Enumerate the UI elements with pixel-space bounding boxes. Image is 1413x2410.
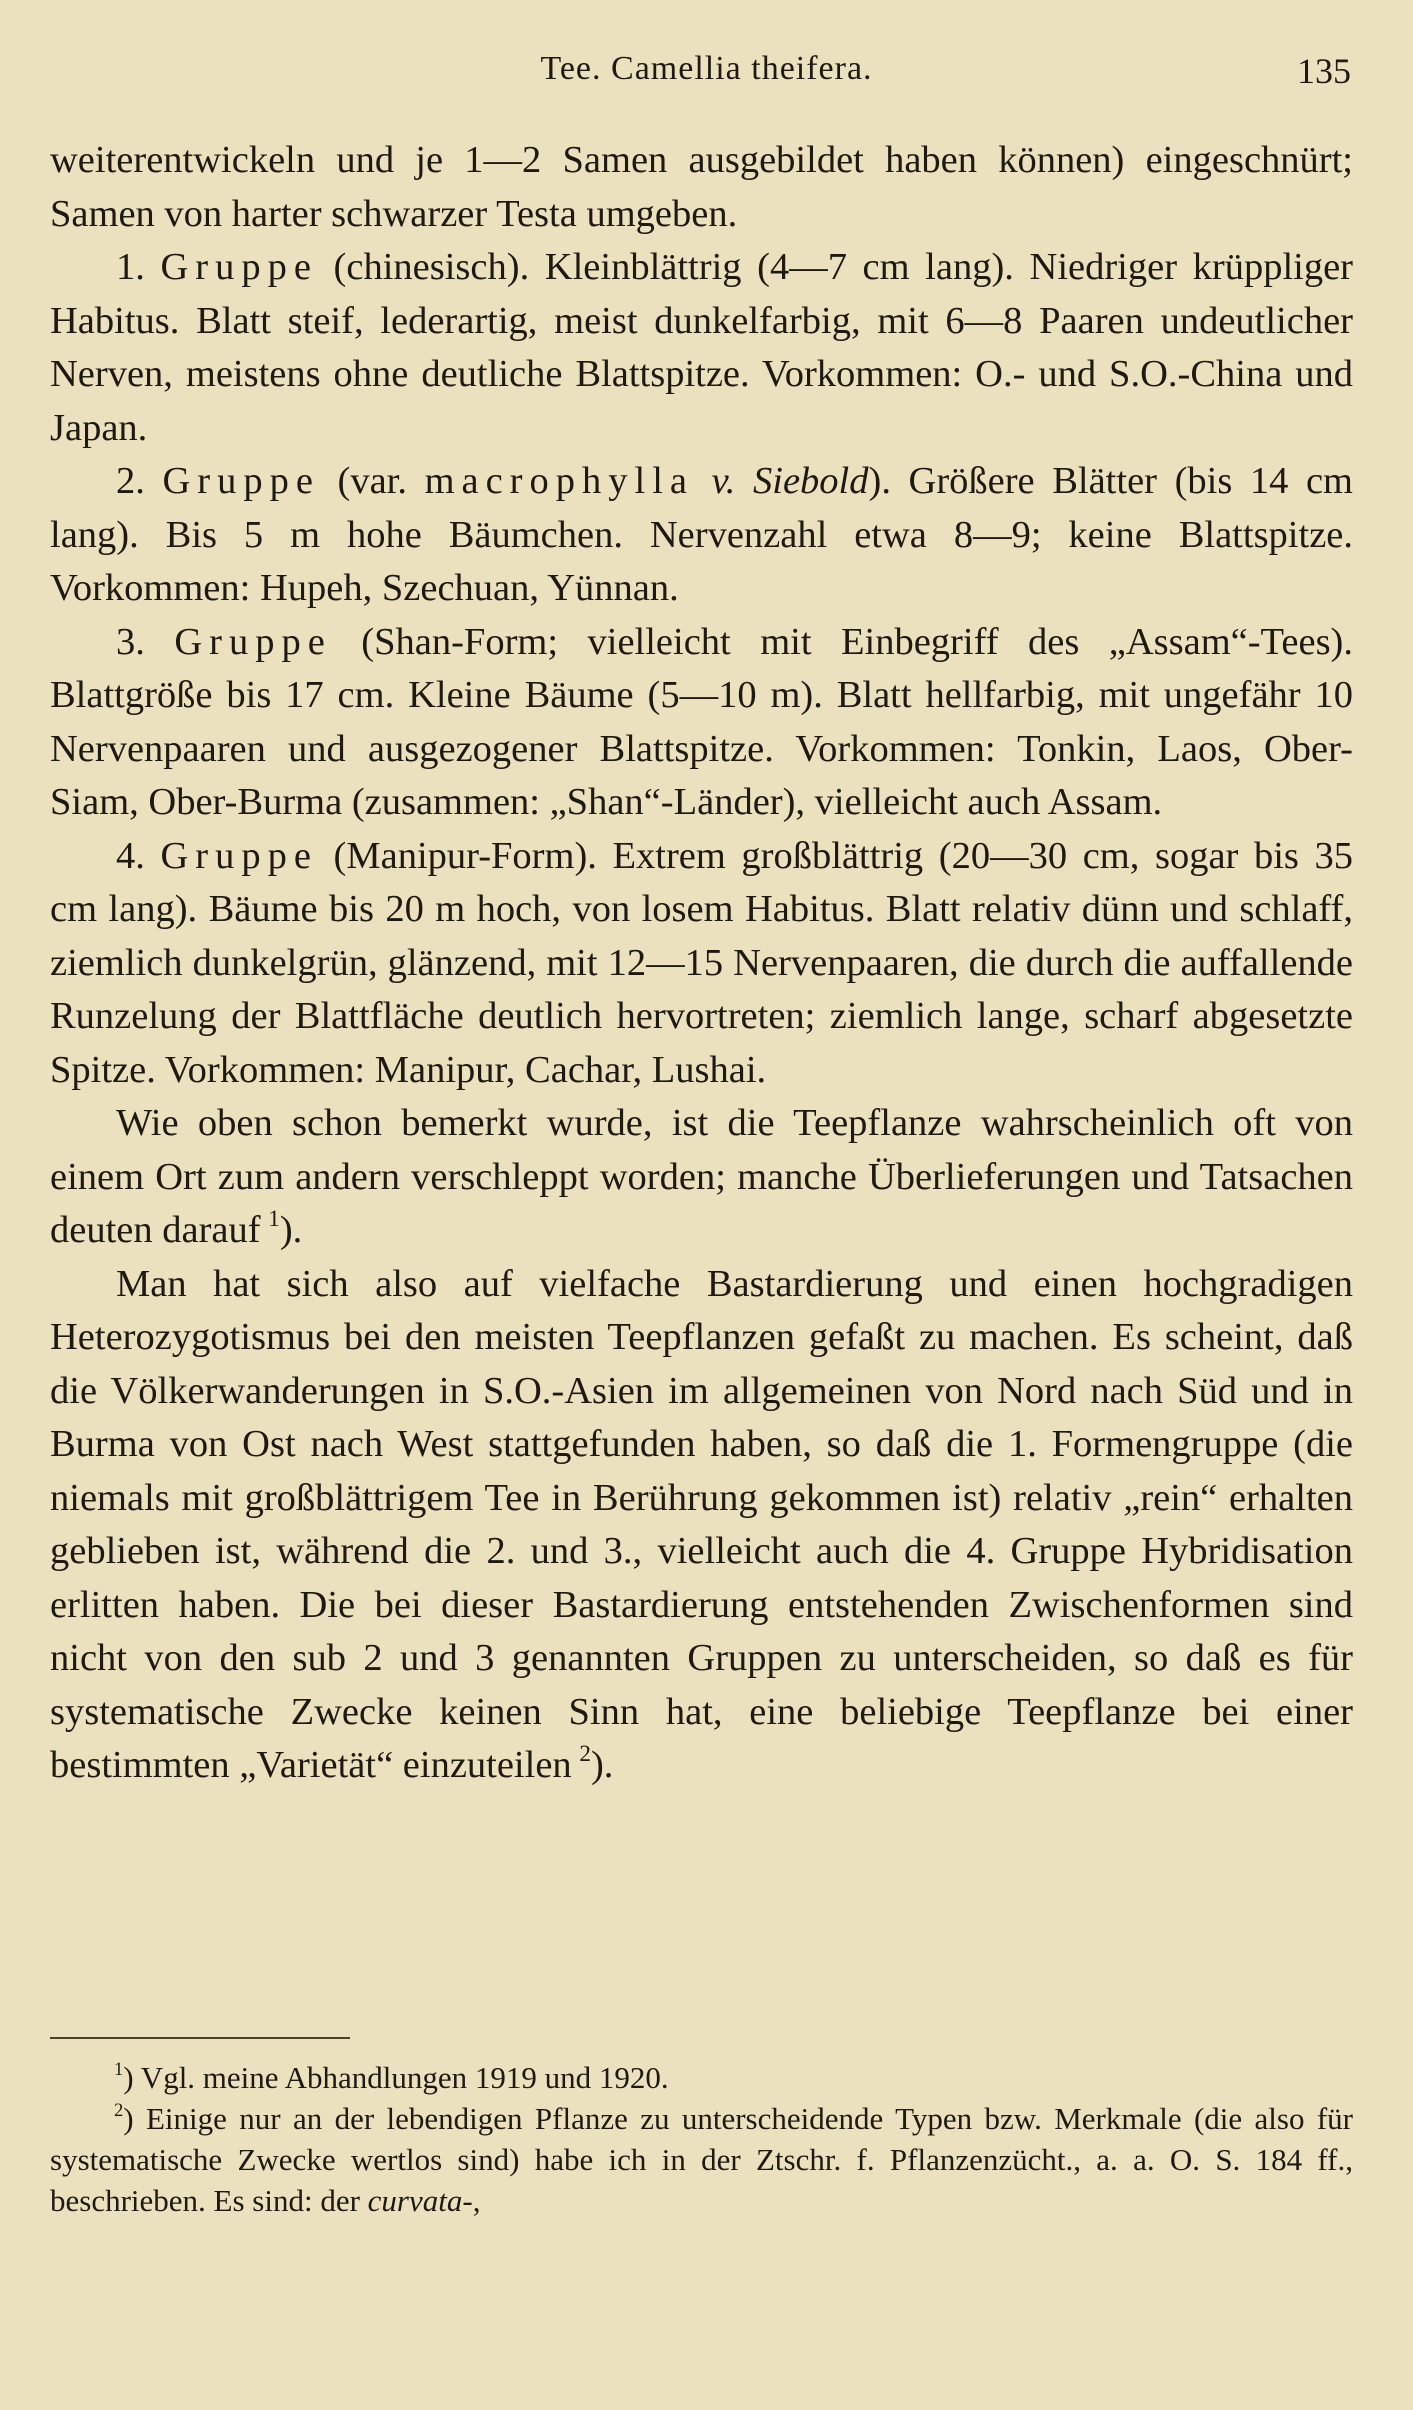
- body-text: [50, 134, 1353, 1793]
- paragraph-transport: Wie oben schon bemerkt wurde, ist die Teepflanze wahrscheinlich oft von einem Ort zum andern verschleppt worden; manche Überlieferungen und Tatsachen deuten darauf $^1$).: [50, 1102, 1353, 1251]
- paragraph-group-3: 3. Gruppe (Shan-Form; vielleicht mit Einbegriff des „Assam“-Tees). Blattgröße bis 17 cm. Kleine Bäume (5—10 m). Blatt hellfarbig, mit ungefähr 10 Nervenpaaren und ausgezogener Blattspitze. Vorkommen: Tonkin, Laos, Ober-Siam, Ober-Burma (zusammen: „Shan“-Länder), vielleicht auch Assam.: [50, 620, 1353, 823]
- footnote-ref: 2: [579, 1739, 591, 1766]
- paragraph-group-4: 4. Gruppe (Manipur-Form). Extrem großblättrig (20—30 cm, sogar bis 35 cm lang). Bäume bis 20 m hoch, von losem Habitus. Blatt relativ dünn und schlaff, ziemlich dunkelgrün, glänzend, mit 12—15 Nervenpaaren, die durch die auffallende Runzelung der Blattfläche deutlich hervortreten; ziemlich lange, scharf abgesetzte Spitze. Vorkommen: Manipur, Cachar, Lushai.: [50, 834, 1353, 1091]
- running-title: Tee. Camellia theifera.: [540, 50, 873, 87]
- author-name: v. Siebold: [711, 460, 869, 502]
- footnote-mark: 2: [114, 2099, 124, 2121]
- footnote-divider: [50, 2037, 350, 2039]
- paragraph-group-1: 1. Gruppe (chinesisch). Kleinblättrig (4—7 cm lang). Niedriger krüppliger Habitus. Blatt steif, lederartig, meist dunkelfarbig, mit 6—8 Paaren undeutlicher Nerven, meistens ohne deutliche Blattspitze. Vorkommen: O.- und S.O.-China und Japan.: [50, 246, 1354, 449]
- page-header: [0, 44, 1413, 104]
- footnote-2: $^2$) Einige nur an der lebendigen Pflanze zu unterscheidende Typen bzw. Merkmale (die also für systematische Zwecke wertlos sind) habe ich in der Ztschr. f. Pflanzenzücht., a. a. O. S. 184 ff., beschrieben. Es sind: der curvata-,: [50, 2099, 1353, 2218]
- variety-name: macrophylla: [424, 460, 694, 502]
- paragraph-hybridisation: Man hat sich also auf vielfache Bastardierung und einen hochgradigen Heterozygotismus bei den meisten Teepflanzen gefaßt zu machen. Es scheint, daß die Völkerwanderungen in S.O.-Asien im allgemeinen von Nord nach Süd und in Burma von Ost nach West stattgefunden haben, so daß die 1. Formengruppe (die niemals mit großblättrigem Tee in Berührung gekommen ist) relativ „rein“ erhalten geblieben ist, während die 2. und 3., vielleicht auch die 4. Gruppe Hybridisation erlitten haben. Die bei dieser Bastardierung entstehenden Zwischenformen sind nicht von den sub 2 und 3 genannten Gruppen zu unterscheiden, so daß es für systematische Zwecke keinen Sinn hat, eine beliebige Teepflanze bei einer bestimmten „Varietät“ einzuteilen $^2$).: [50, 1262, 1353, 1786]
- group-label: Gruppe: [162, 460, 320, 502]
- paragraph-1: weiterentwickeln und je 1—2 Samen ausgebildet haben können) eingeschnürt; Samen von harter schwarzer Testa umgeben.: [50, 139, 1353, 235]
- group-label: Gruppe: [160, 834, 318, 877]
- group-label: Gruppe: [160, 246, 318, 288]
- footnote-ref: 1: [268, 1204, 280, 1231]
- page-number: 135: [1297, 51, 1351, 91]
- footnotes: [50, 2057, 1353, 2221]
- group-label: Gruppe: [174, 620, 332, 663]
- paragraph-group-2: 2. Gruppe (var. macrophylla v. Siebold). Größere Blätter (bis 14 cm lang). Bis 5 m hohe Bäumchen. Nervenzahl etwa 8—9; keine Blattspitze. Vorkommen: Hupeh, Szechuan, Yünnan.: [50, 460, 1354, 609]
- footnote-1: $^1$) Vgl. meine Abhandlungen 1919 und 1920.: [114, 2058, 669, 2095]
- footnote-mark: 1: [114, 2058, 124, 2080]
